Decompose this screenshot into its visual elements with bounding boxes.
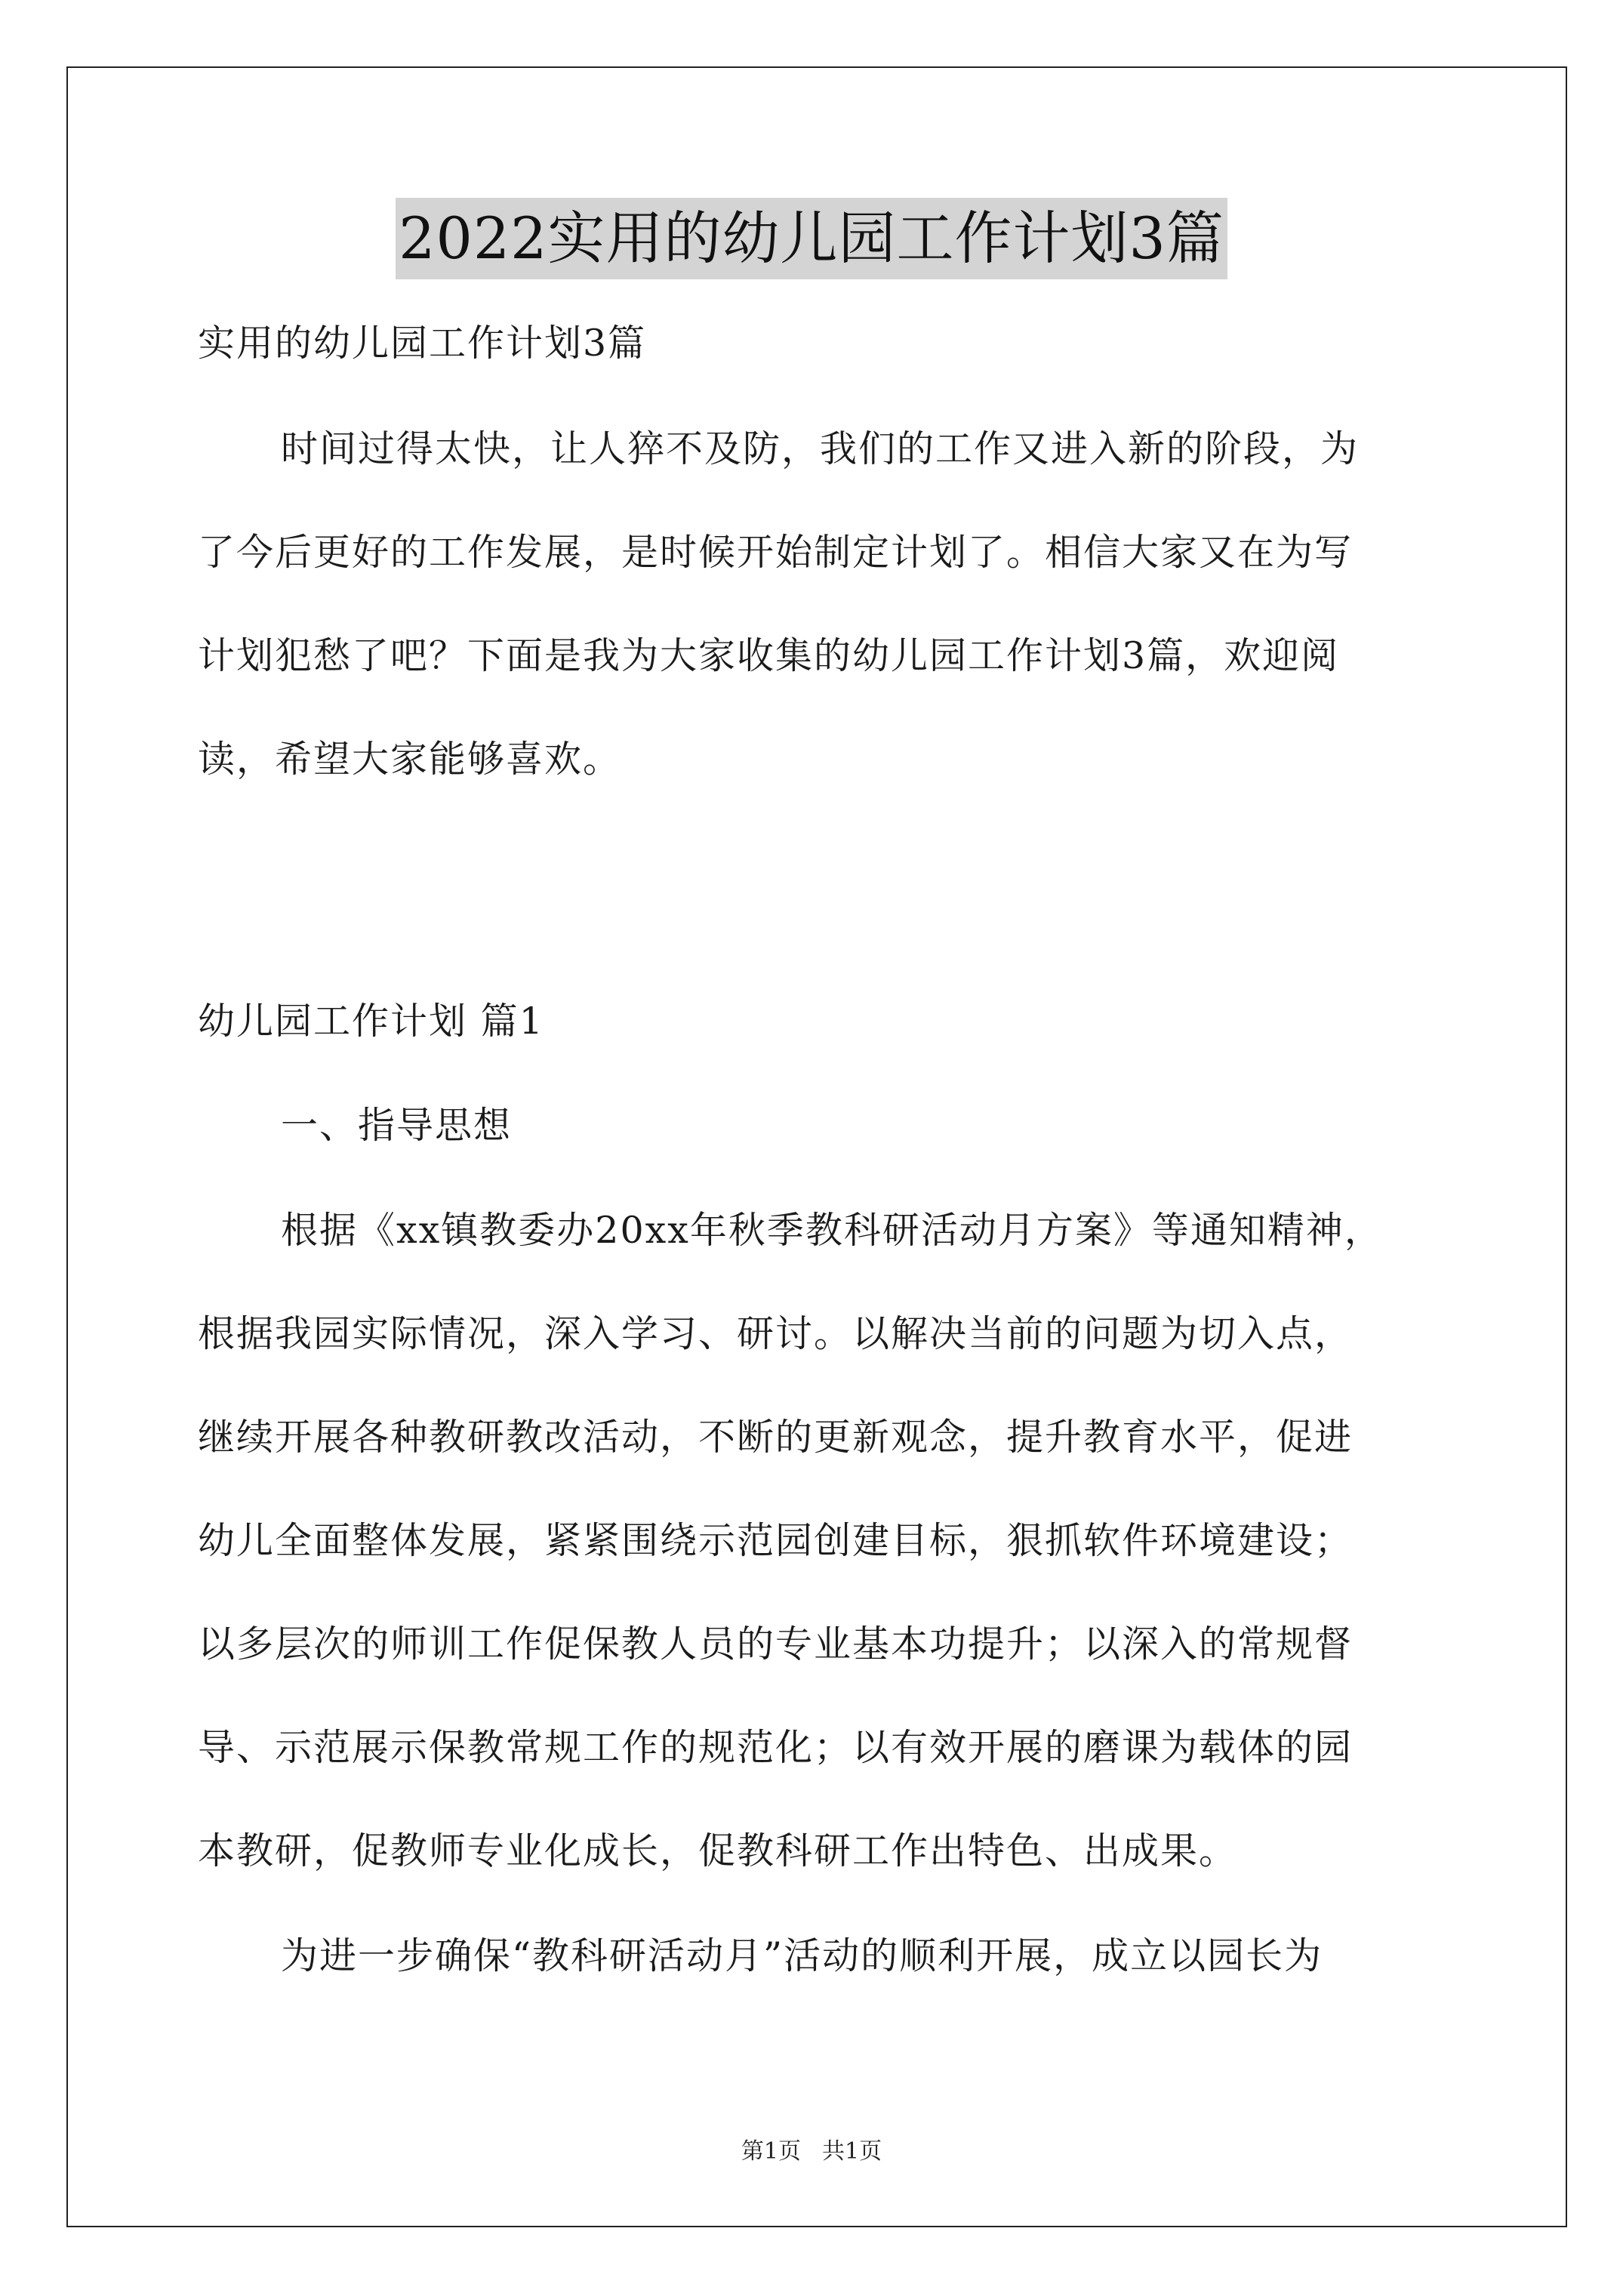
body-line-3: 继续开展各种教研教改活动，不断的更新观念，提升教育水平，促进 bbox=[198, 1416, 1354, 1459]
document-title: 2022实用的幼儿园工作计划3篇 bbox=[396, 198, 1227, 279]
body-line-4: 幼儿全面整体发展，紧紧围绕示范园创建目标，狠抓软件环境建设； bbox=[198, 1519, 1354, 1562]
page-total: 共1页 bbox=[822, 2138, 882, 2165]
page-footer bbox=[0, 2137, 1623, 2167]
title-container bbox=[0, 198, 1623, 279]
body-line-8: 为进一步确保“教科研活动月”活动的顺利开展，成立以园长为 bbox=[281, 1934, 1323, 1977]
intro-line-4: 读，希望大家能够喜欢。 bbox=[198, 738, 622, 781]
page-number: 第1页 bbox=[741, 2138, 801, 2165]
document-subtitle: 实用的幼儿园工作计划3篇 bbox=[198, 322, 647, 365]
body-line-6: 导、示范展示保教常规工作的规范化；以有效开展的磨课为载体的园 bbox=[198, 1726, 1354, 1769]
body-line-2: 根据我园实际情况，深入学习、研讨。以解决当前的问题为切入点， bbox=[198, 1312, 1354, 1355]
intro-line-1: 时间过得太快，让人猝不及防，我们的工作又进入新的阶段，为 bbox=[281, 427, 1360, 470]
body-line-1: 根据《xx镇教委办20xx年秋季教科研活动月方案》等通知精神， bbox=[281, 1209, 1383, 1252]
body-line-7: 本教研，促教师专业化成长，促教科研工作出特色、出成果。 bbox=[198, 1829, 1238, 1872]
body-line-5: 以多层次的师训工作促保教人员的专业基本功提升；以深入的常规督 bbox=[198, 1623, 1354, 1666]
section-heading: 幼儿园工作计划 篇1 bbox=[198, 1000, 544, 1043]
intro-line-3: 计划犯愁了吧？下面是我为大家收集的幼儿园工作计划3篇，欢迎阅 bbox=[198, 634, 1340, 677]
intro-line-2: 了今后更好的工作发展，是时候开始制定计划了。相信大家又在为写 bbox=[198, 531, 1354, 574]
subsection-heading: 一、指导思想 bbox=[281, 1104, 513, 1147]
